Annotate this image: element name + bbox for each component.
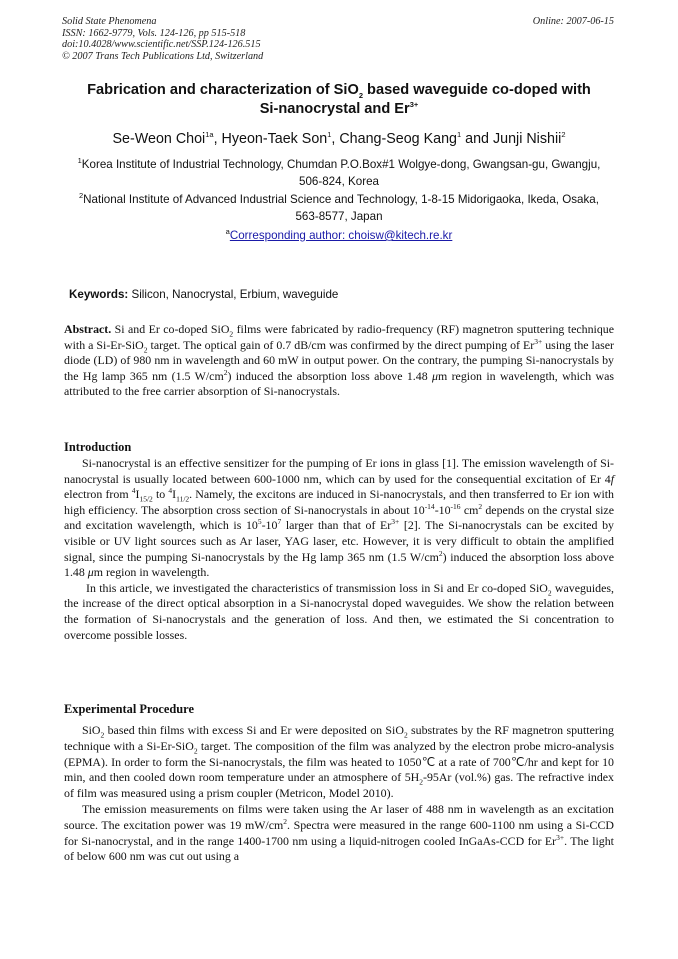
experimental-body — [64, 723, 614, 865]
corresponding-author-link[interactable]: Corresponding author: choisw@kitech.re.kr — [229, 229, 453, 242]
issn: ISSN: 1662-9779, Vols. 124-126, pp 515-518 — [62, 27, 246, 39]
affiliation-2: $^2$National Institute of Advanced Industrial Science and Technology, 1-8-15 Midorigaoka, Ikeda, Osaka, 563-8577, Japan — [79, 191, 599, 223]
experimental-heading: Experimental Procedure — [64, 702, 194, 716]
affiliation-1: $^1$Korea Institute of Industrial Technology, Chumdan P.O.Box#1 Wolgye-dong, Gwangsan-gu, Gwangju, 506-824, Korea — [77, 156, 601, 188]
copyright: © 2007 Trans Tech Publications Ltd, Switzerland — [62, 50, 264, 62]
introduction-paragraph-2: In this article, we investigated the characteristics of transmission loss in Si and Er co-doped SiO$_2$ waveguides, the increase of the direct optical absorption in a Si-nanocrystal doped waveguides. We show the relation between the formation of Si-nanocrystals and the generation of loss. And then, we estimated the Si concentration to overcome possible losses. — [64, 580, 614, 642]
journal-header — [62, 16, 263, 62]
journal-name: Solid State Phenomena — [62, 16, 157, 27]
keywords: Keywords: Silicon, Nanocrystal, Erbium, waveguide — [69, 288, 339, 301]
experimental-paragraph-2: The emission measurements on films were taken using the Ar laser of 488 nm in wavelength as an excitation source. The excitation power was 19 $mW/cm^2$. Spectra were measured in the range 600-1100 nm using a Si-CCD for Si-nanocrystal, and in the range 1400-1700 nm using a liquid-nitrogen cooled InGaAs-CCD for $Er^{3+}$. The light of below 600 nm was cut out using a — [64, 801, 614, 864]
introduction-body — [64, 456, 614, 643]
doi: doi:10.4028/www.scientific.net/SSP.124-126.515 — [62, 39, 261, 51]
paper-title: Fabrication and characterization of SiO$_2$ based waveguide co-doped with Si-nanocrystal and $Er^{3+}$ — [87, 82, 591, 117]
abstract: Abstract. Si and Er co-doped SiO$_2$ films were fabricated by radio-frequency (RF) magnetron sputtering technique with a Si-Er-SiO$_2$ target. The optical gain of 0.7 dB/cm was confirmed by the direct pumping of $Er^{3+}$ using the laser diode (LD) of 980 nm in wavelength and 60 mW in output power. On the contrary, the pumping Si-nanocrystals by the Hg lamp 365 nm (1.5 $W/cm^2$) induced the absorption loss above 1.48 μm region in wavelength, which was attributed to the free carrier absorption of Si-nanocrystals. — [64, 322, 614, 399]
author-list: Se-Weon Choi$^{1a}$, Hyeon-Taek Son$^1$, Chang-Seog Kang$^1$ and Junji Nishii$^2$ — [112, 130, 566, 147]
introduction-heading: Introduction — [64, 440, 132, 454]
corresponding-author: $^a$Corresponding author: choisw@kitech.re.kr — [225, 227, 453, 242]
online-date: Online: 2007-06-15 — [532, 16, 614, 27]
experimental-paragraph-1: SiO$_2$ based thin films with excess Si and Er were deposited on SiO$_2$ substrates by the RF magnetron sputtering technique with a Si-Er-SiO$_2$ target. The composition of the film was analyzed by the electron probe micro-analysis (EPMA). In order to form the Si-nanocrystals, the film was heated to 1050℃ at a rate of 700℃/hr and kept for 10 min, and then cooled down room temperature under an atmosphere of $5H_2-95Ar$ (vol.%) gas. The refractive index of film was measured using a prism coupler (Metricon, Model 2010). — [64, 723, 614, 801]
introduction-paragraph-1: Si-nanocrystal is an effective sensitizer for the pumping of Er ions in glass [1]. The emission wavelength of Si-nanocrystal is usually located between 600-1000 nm, which can by used for the consequential excitation of Er 4f electron from $^4I_{15/2}$ to $^4I_{11/2}$. Namely, the excitons are induced in Si-nanocrystals, and then transferred to Er ion with high efficiency. The absorption cross section of Si-nanocrystals in about $10^{-14}-10^{-16}$ $cm^2$ depends on the crystal size and excitation wavelength, which is $10^5-10^7$ larger than that of $Er^{3+}$ [2]. The Si-nanocrystals can be excited by visible or UV light sources such as Ar laser, YAG laser, etc. However, it is very difficult to obtain the amplified signal, since the pumping Si-nanocrystals by the Hg lamp 365 nm (1.5 $W/cm^2$) induced the absorption loss above 1.48 μm region in wavelength. — [64, 456, 615, 580]
